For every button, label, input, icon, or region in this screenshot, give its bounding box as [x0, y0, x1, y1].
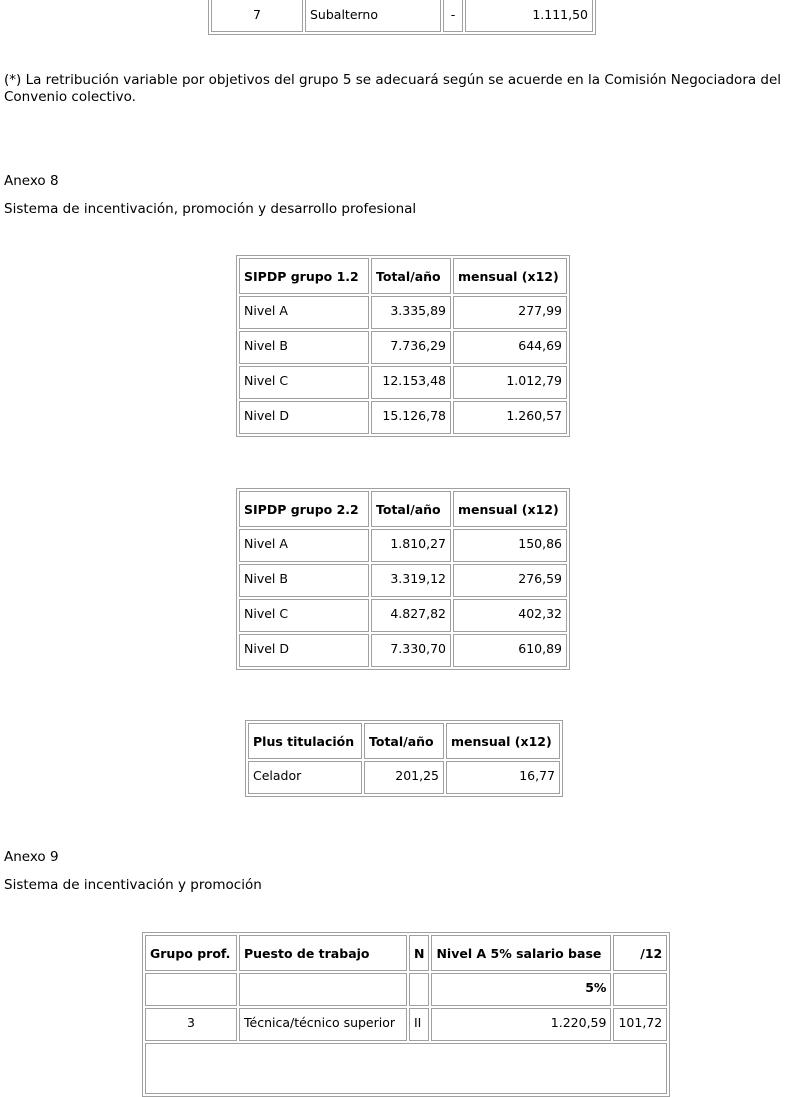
table-cell: 3 — [145, 1008, 237, 1041]
column-header: /12 — [613, 935, 667, 971]
table-cell: 276,59 — [453, 564, 567, 597]
table-cell — [409, 973, 429, 1006]
table-cell: 3.335,89 — [371, 296, 451, 329]
column-header: Nivel A 5% salario base — [431, 935, 611, 971]
table-cell: 16,77 — [446, 761, 560, 794]
anexo9-table — [142, 932, 670, 1097]
anexo9-subtitle: Sistema de incentivación y promoción — [4, 877, 262, 893]
anexo9-title: Anexo 9 — [4, 849, 59, 865]
table-cell: Nivel A — [239, 296, 369, 329]
table-cell: 7.736,29 — [371, 331, 451, 364]
table-header-row — [239, 258, 567, 294]
column-header: mensual (x12) — [453, 491, 567, 527]
table-cell: 101,72 — [613, 1008, 667, 1041]
table-cell: Nivel C — [239, 366, 369, 399]
table-cell: 1.260,57 — [453, 401, 567, 434]
column-header: Total/año — [371, 258, 451, 294]
column-header: Total/año — [371, 491, 451, 527]
table-header-row — [248, 723, 560, 759]
table-cell: Nivel D — [239, 634, 369, 667]
table-cell: 150,86 — [453, 529, 567, 562]
table-cell: 7.330,70 — [371, 634, 451, 667]
column-header: N — [409, 935, 429, 971]
column-header: mensual (x12) — [446, 723, 560, 759]
anexo8-title: Anexo 8 — [4, 173, 59, 189]
footnote-text: (*) La retribución variable por objetivos del grupo 5 se adecuará según se acuerde en la Comisión Negociadora del Convenio colectivo. — [4, 72, 782, 105]
table-cell: II — [409, 1008, 429, 1041]
column-header: SIPDP grupo 2.2 — [239, 491, 369, 527]
table-header-row — [145, 935, 667, 971]
column-header: Puesto de trabajo — [239, 935, 407, 971]
table-cell — [145, 973, 237, 1006]
table-row — [239, 296, 567, 329]
table-cell: 610,89 — [453, 634, 567, 667]
table-row — [239, 564, 567, 597]
table-subheader-row — [145, 973, 667, 1006]
table-cell: Nivel B — [239, 331, 369, 364]
table-row — [239, 529, 567, 562]
table-cell: Subalterno — [305, 0, 441, 32]
table-cell: Celador — [248, 761, 362, 794]
sipdp-1-2-table — [236, 255, 570, 437]
table-cell: - — [443, 0, 463, 32]
top-partial-table — [208, 0, 596, 35]
table-row — [145, 1008, 667, 1041]
table-cell — [613, 973, 667, 1006]
table-cell: Nivel A — [239, 529, 369, 562]
column-header: Total/año — [364, 723, 444, 759]
table-cell: Técnica/técnico superior — [239, 1008, 407, 1041]
table-cell: 15.126,78 — [371, 401, 451, 434]
table-cell: 5% — [431, 973, 611, 1006]
table-cell: 644,69 — [453, 331, 567, 364]
table-row — [239, 331, 567, 364]
table-cell: 1.012,79 — [453, 366, 567, 399]
table-row — [211, 0, 593, 32]
table-row — [145, 1043, 667, 1094]
table-cell: 12.153,48 — [371, 366, 451, 399]
sipdp-2-2-table — [236, 488, 570, 670]
table-cell: 1.220,59 — [431, 1008, 611, 1041]
table-row — [248, 761, 560, 794]
table-cell: 1.111,50 — [465, 0, 593, 32]
table-row — [239, 599, 567, 632]
table-cell: 3.319,12 — [371, 564, 451, 597]
table-cell: Nivel B — [239, 564, 369, 597]
table-header-row — [239, 491, 567, 527]
table-cell: Nivel D — [239, 401, 369, 434]
anexo8-subtitle: Sistema de incentivación, promoción y desarrollo profesional — [4, 201, 417, 217]
column-header: Plus titulación — [248, 723, 362, 759]
table-cell: 1.810,27 — [371, 529, 451, 562]
table-row — [239, 634, 567, 667]
table-cell — [239, 973, 407, 1006]
table-cell — [145, 1043, 667, 1094]
column-header: mensual (x12) — [453, 258, 567, 294]
table-row — [239, 366, 567, 399]
table-row — [239, 401, 567, 434]
column-header: Grupo prof. — [145, 935, 237, 971]
table-cell: 402,32 — [453, 599, 567, 632]
table-cell: 201,25 — [364, 761, 444, 794]
table-cell: 7 — [211, 0, 303, 32]
table-cell: Nivel C — [239, 599, 369, 632]
column-header: SIPDP grupo 1.2 — [239, 258, 369, 294]
table-cell: 4.827,82 — [371, 599, 451, 632]
plus-titulacion-table — [245, 720, 563, 797]
table-cell: 277,99 — [453, 296, 567, 329]
